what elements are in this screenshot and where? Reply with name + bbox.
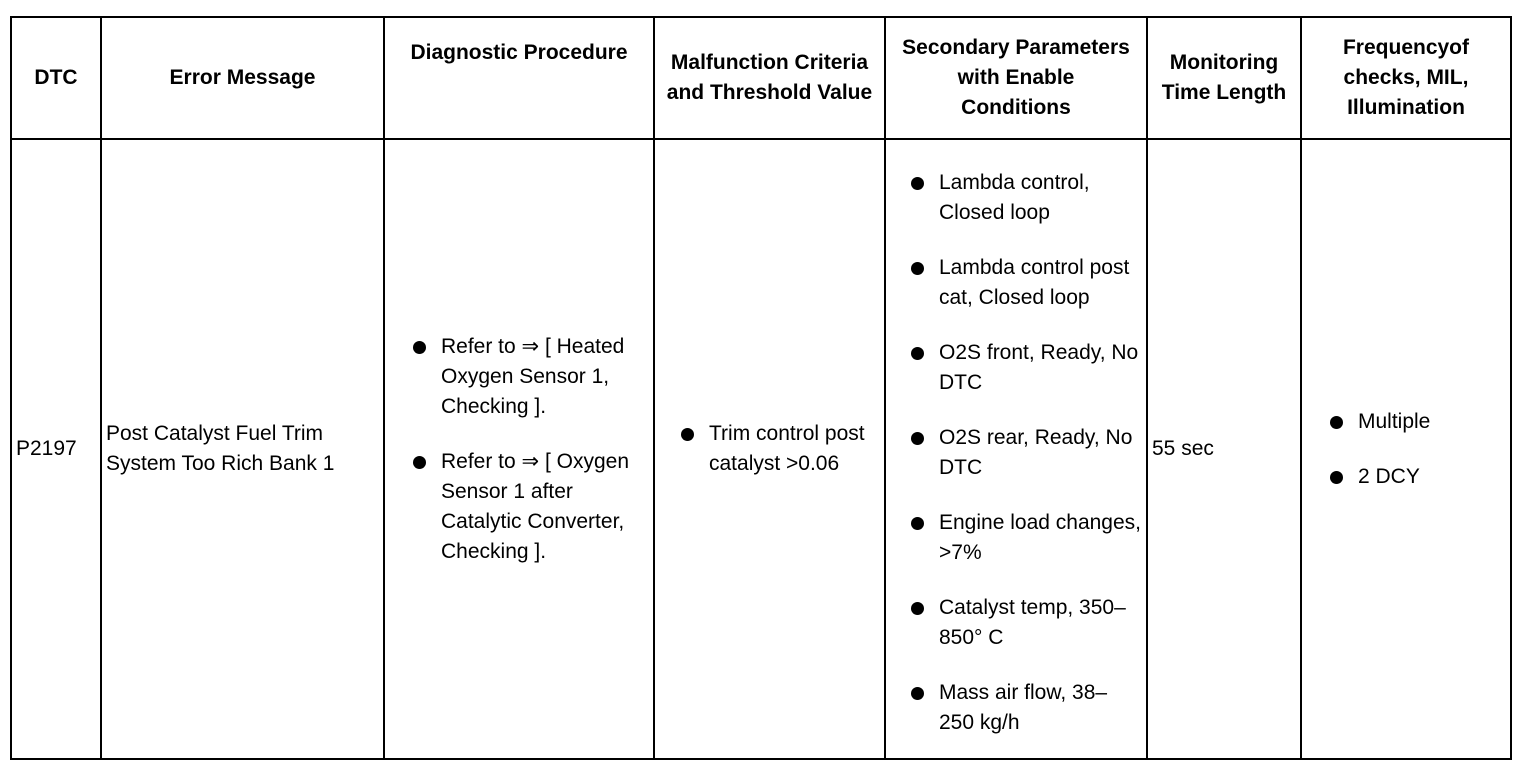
cell-frequency <box>1301 139 1511 759</box>
cell-diagnostic-procedure <box>384 139 654 759</box>
secondary-parameter-item: O2S front, Ready, No DTC <box>907 338 1142 398</box>
diagnostic-procedure-item: Refer to ⇒ [ Oxygen Sensor 1 after Catalytic Converter, Checking ]. <box>409 447 649 567</box>
secondary-parameter-item: Engine load changes, >7% <box>907 508 1142 568</box>
secondary-parameter-item: Mass air flow, 38–250 kg/h <box>907 678 1142 738</box>
dtc-table <box>10 16 1512 760</box>
header-diagnostic-procedure: Diagnostic Procedure <box>384 17 654 139</box>
header-monitoring-time: Monitoring Time Length <box>1147 17 1301 139</box>
malfunction-criteria-item: Trim control post catalyst >0.06 <box>677 419 880 479</box>
cell-secondary-parameters <box>885 139 1147 759</box>
cell-dtc: P2197 <box>11 139 101 759</box>
header-frequency: Frequencyof checks, MIL, Illumination <box>1301 17 1511 139</box>
cell-error-message: Post Catalyst Fuel Trim System Too Rich Bank 1 <box>101 139 384 759</box>
frequency-item: 2 DCY <box>1326 462 1506 492</box>
header-row <box>11 17 1511 139</box>
diagnostic-procedure-item: Refer to ⇒ [ Heated Oxygen Sensor 1, Checking ]. <box>409 332 649 422</box>
secondary-parameters-list <box>890 160 1142 738</box>
cell-monitoring-time: 55 sec <box>1147 139 1301 759</box>
table-row <box>11 139 1511 759</box>
header-error-message: Error Message <box>101 17 384 139</box>
malfunction-criteria-list <box>659 419 880 479</box>
secondary-parameter-item: Lambda control post cat, Closed loop <box>907 253 1142 313</box>
secondary-parameter-item: Catalyst temp, 350–850° C <box>907 593 1142 653</box>
header-dtc: DTC <box>11 17 101 139</box>
cell-malfunction-criteria <box>654 139 885 759</box>
diagnostic-procedure-list <box>389 332 649 567</box>
secondary-parameter-item: O2S rear, Ready, No DTC <box>907 423 1142 483</box>
secondary-parameter-item: Lambda control, Closed loop <box>907 168 1142 228</box>
frequency-list <box>1306 407 1506 492</box>
frequency-item: Multiple <box>1326 407 1506 437</box>
header-malfunction-criteria: Malfunction Criteria and Threshold Value <box>654 17 885 139</box>
header-secondary-parameters: Secondary Parameters with Enable Conditions <box>885 17 1147 139</box>
